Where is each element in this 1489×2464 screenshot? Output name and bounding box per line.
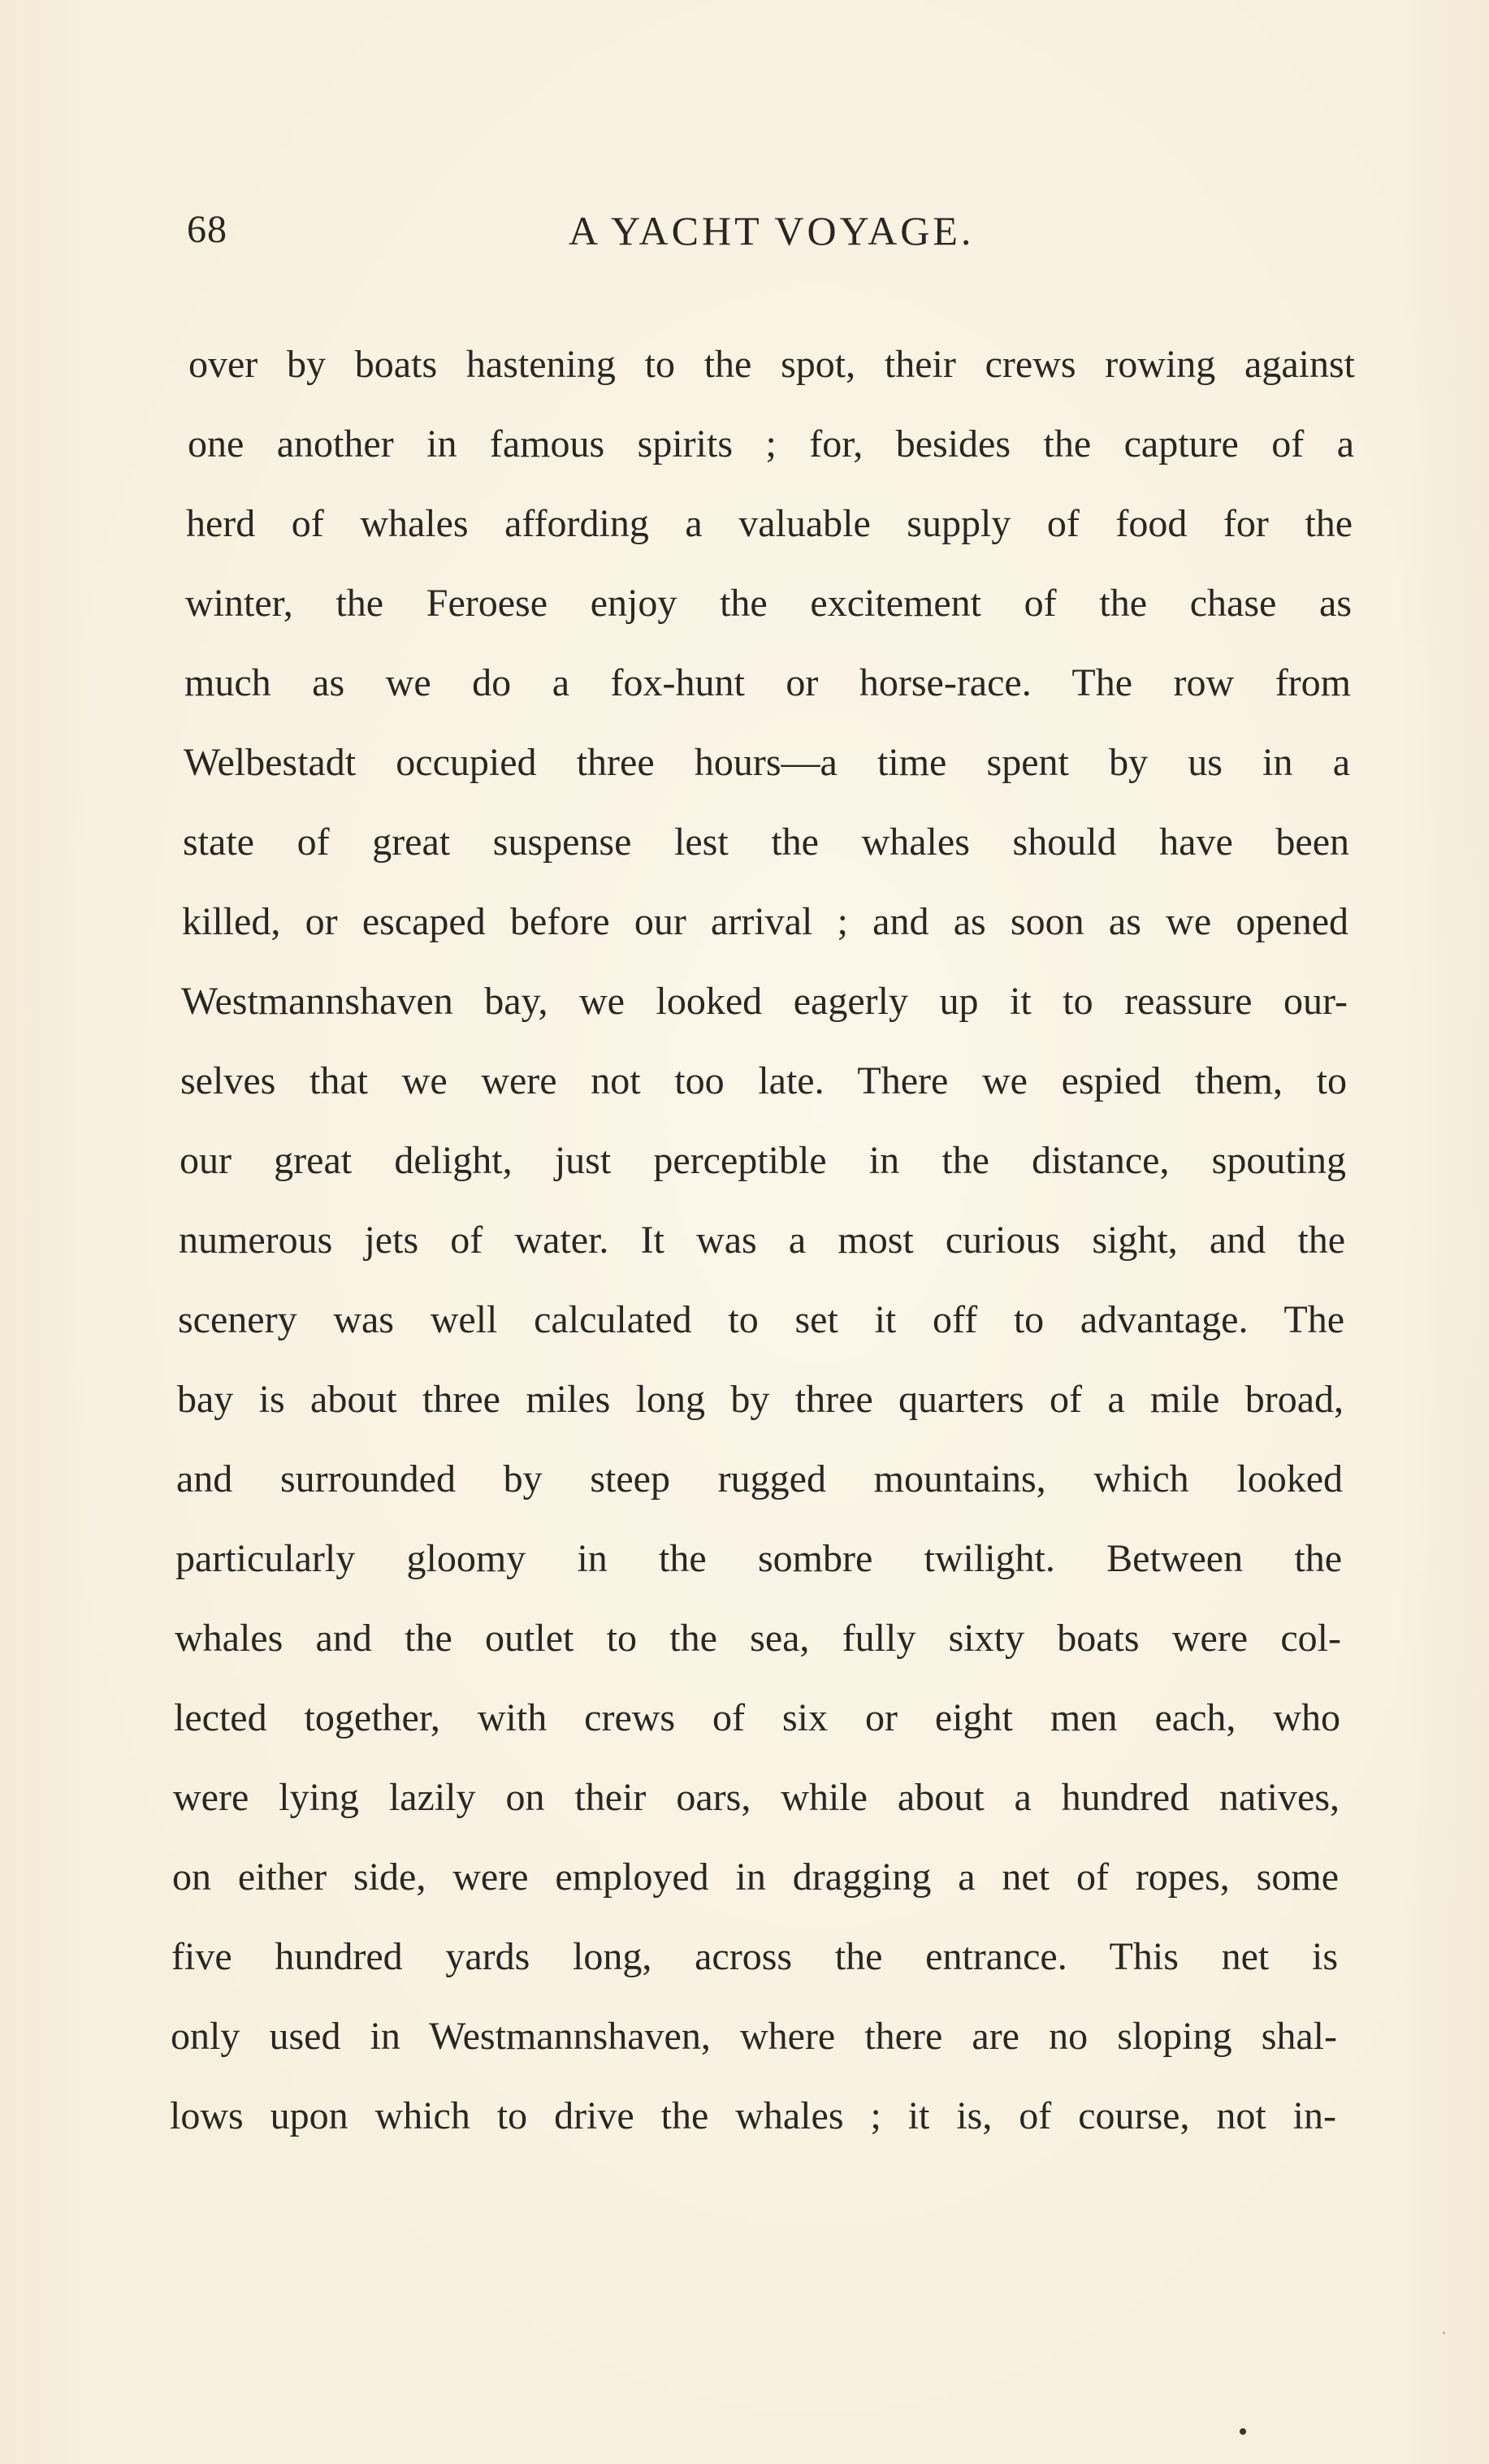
text-line: scenery was well calculated to set it off to advantage. The [178, 1298, 1344, 1341]
text-line: winter, the Feroese enjoy the excitement of the chase as [185, 582, 1352, 625]
paper-speck [1443, 2332, 1445, 2334]
text-line: our great delight, just perceptible in the distance, spouting [180, 1139, 1346, 1182]
text-line: Westmannshaven bay, we looked eagerly up it to reassure our- [181, 980, 1348, 1023]
text-line: were lying lazily on their oars, while about a hundred natives, [173, 1776, 1340, 1819]
text-line: on either side, were employed in dragging a net of ropes, some [172, 1856, 1339, 1899]
text-line: selves that we were not too late. There we espied them, to [180, 1059, 1347, 1102]
ink-speck [1240, 2428, 1246, 2435]
text-line: herd of whales affording a valuable supply of food for the [186, 502, 1353, 545]
text-line: state of great suspense lest the whales should have been [183, 821, 1349, 864]
text-line: much as we do a fox-hunt or horse-race. The row from [184, 661, 1351, 704]
text-line: lows upon which to drive the whales ; it is, of course, not in- [170, 2094, 1336, 2137]
text-line: Welbestadt occupied three hours—a time spent by us in a [184, 741, 1350, 784]
text-line: lected together, with crews of six or eight men each, who [174, 1696, 1340, 1739]
text-line: only used in Westmannshaven, where there are no sloping shal- [171, 2015, 1337, 2058]
page-number: 68 [187, 208, 227, 251]
text-line: five hundred yards long, across the entrance. This net is [171, 1935, 1338, 1978]
running-head [187, 207, 1357, 272]
text-line: over by boats hastening to the spot, their crews rowing against [188, 343, 1355, 386]
text-line: particularly gloomy in the sombre twilight. Between the [175, 1537, 1342, 1580]
text-line: and surrounded by steep rugged mountains, which looked [176, 1457, 1343, 1500]
text-line: one another in famous spirits ; for, besides the capture of a [188, 422, 1354, 466]
text-line: whales and the outlet to the sea, fully sixty boats were col- [175, 1617, 1341, 1660]
text-line: killed, or escaped before our arrival ; and as soon as we opened [182, 900, 1348, 943]
text-line: bay is about three miles long by three quarters of a mile broad, [177, 1378, 1344, 1421]
text-line: numerous jets of water. It was a most curious sight, and the [179, 1219, 1345, 1262]
running-title: A YACHT VOYAGE. [569, 208, 975, 253]
